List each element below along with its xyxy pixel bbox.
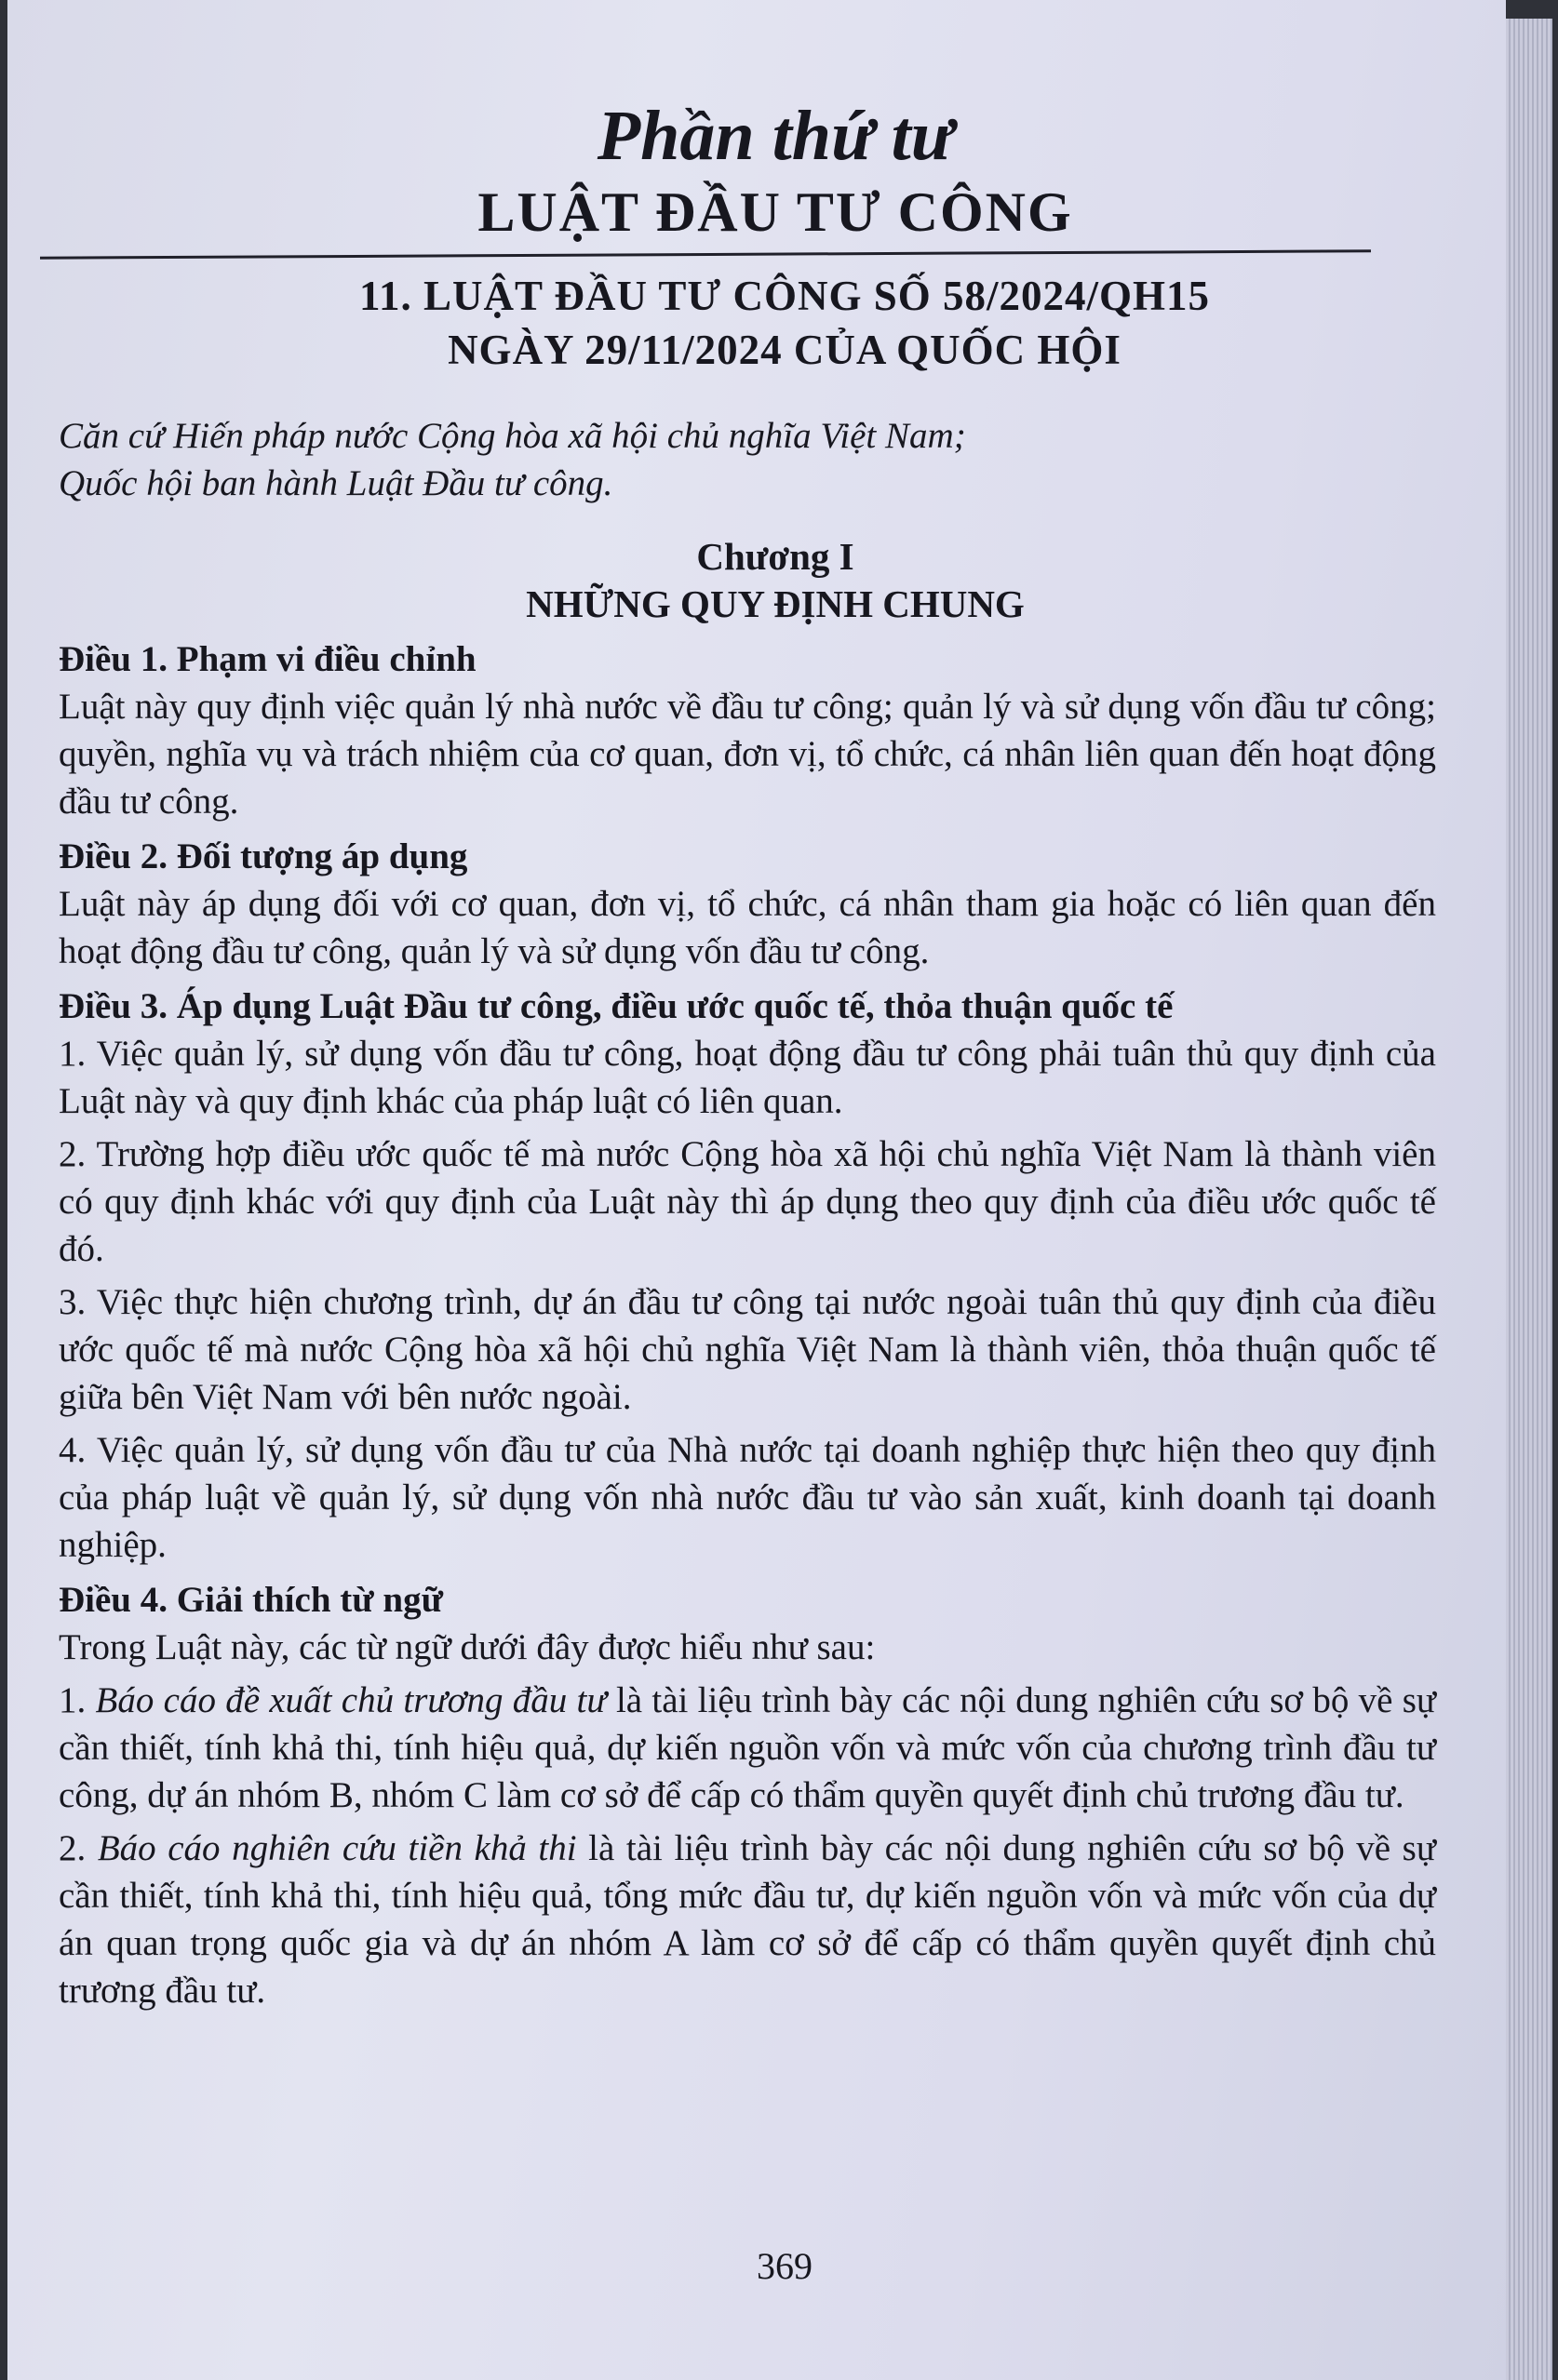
document-title-line-2: NGÀY 29/11/2024 CỦA QUỐC HỘI xyxy=(448,327,1121,373)
clause-2-number: 2. xyxy=(59,1828,87,1868)
article-2-heading: Điều 2. Đối tượng áp dụng xyxy=(59,836,468,876)
preamble-line-2: Quốc hội ban hành Luật Đầu tư công. xyxy=(59,463,613,503)
article-3-clause-4: 4. Việc quản lý, sử dụng vốn đầu tư của Nhà nước tại doanh nghiệp thực hiện theo quy định của pháp luật về quản lý, sử dụng vốn nhà nước đầu tư vào sản xuất, kinh doanh tại doanh nghiệp. xyxy=(59,1430,1436,1565)
title-divider xyxy=(40,249,1371,259)
article-3-heading: Điều 3. Áp dụng Luật Đầu tư công, điều ước quốc tế, thỏa thuận quốc tế xyxy=(59,986,1174,1026)
clause-1-definition: là tài liệu trình bày các nội dung nghiên cứu sơ bộ về sự cần thiết, tính khả thi, tính hiệu quả, dự kiến nguồn vốn và mức vốn của chương trình đầu tư công, dự án nhóm B, nhóm C làm cơ sở để cấp có thẩm quyền quyết định chủ trương đầu tư. xyxy=(59,1680,1437,1815)
part-title: Phần thứ tư xyxy=(597,97,954,175)
page-number: 369 xyxy=(757,2245,813,2287)
article-3-clause-3: 3. Việc thực hiện chương trình, dự án đầu tư công tại nước ngoài tuân thủ quy định của điều ước quốc tế mà nước Cộng hòa xã hội chủ nghĩa Việt Nam là thành viên, thỏa thuận quốc tế giữa bên Việt Nam với bên nước ngoài. xyxy=(59,1282,1436,1417)
clause-1-number: 1. xyxy=(59,1680,87,1720)
article-4-clause-2 xyxy=(59,1825,1436,2014)
page-content xyxy=(59,93,1436,2020)
chapter-name: NHỮNG QUY ĐỊNH CHUNG xyxy=(526,582,1025,625)
article-4-clause-1 xyxy=(59,1677,1436,1819)
clause-2-definition: là tài liệu trình bày các nội dung nghiên cứu sơ bộ về sự cần thiết, tính khả thi, tính hiệu quả, tổng mức đầu tư, dự kiến nguồn vốn và mức vốn của dự án quan trọng quốc gia và dự án nhóm A làm cơ sở để cấp có thẩm quyền quyết định chủ trương đầu tư. xyxy=(59,1828,1436,2011)
book-page-edges xyxy=(1506,19,1552,2380)
preamble-line-1: Căn cứ Hiến pháp nước Cộng hòa xã hội chủ nghĩa Việt Nam; xyxy=(59,416,966,456)
book-page xyxy=(7,0,1506,2380)
clause-2-term: Báo cáo nghiên cứu tiền khả thi xyxy=(97,1828,577,1868)
article-3-clause-2: 2. Trường hợp điều ước quốc tế mà nước Cộng hòa xã hội chủ nghĩa Việt Nam là thành viên có quy định khác với quy định của Luật này thì áp dụng theo quy định của điều ước quốc tế đó. xyxy=(59,1134,1436,1269)
article-4-heading: Điều 4. Giải thích từ ngữ xyxy=(59,1580,444,1620)
law-title: LUẬT ĐẦU TƯ CÔNG xyxy=(477,181,1073,243)
article-1-text: Luật này quy định việc quản lý nhà nước về đầu tư công; quản lý và sử dụng vốn đầu tư công; quyền, nghĩa vụ và trách nhiệm của cơ quan, đơn vị, tổ chức, cá nhân liên quan đến hoạt động đầu tư công. xyxy=(59,687,1436,822)
article-2-text: Luật này áp dụng đối với cơ quan, đơn vị, tổ chức, cá nhân tham gia hoặc có liên quan đến hoạt động đầu tư công, quản lý và sử dụng vốn đầu tư công. xyxy=(59,884,1436,971)
document-title-line-1: 11. LUẬT ĐẦU TƯ CÔNG SỐ 58/2024/QH15 xyxy=(358,273,1211,319)
clause-1-term: Báo cáo đề xuất chủ trương đầu tư xyxy=(95,1680,607,1720)
article-4-intro: Trong Luật này, các từ ngữ dưới đây được hiểu như sau: xyxy=(59,1627,876,1667)
chapter-number: Chương I xyxy=(696,535,854,578)
article-1-heading: Điều 1. Phạm vi điều chỉnh xyxy=(59,639,477,679)
article-3-clause-1: 1. Việc quản lý, sử dụng vốn đầu tư công, hoạt động đầu tư công phải tuân thủ quy định của Luật này và quy định khác của pháp luật có liên quan. xyxy=(59,1034,1436,1121)
